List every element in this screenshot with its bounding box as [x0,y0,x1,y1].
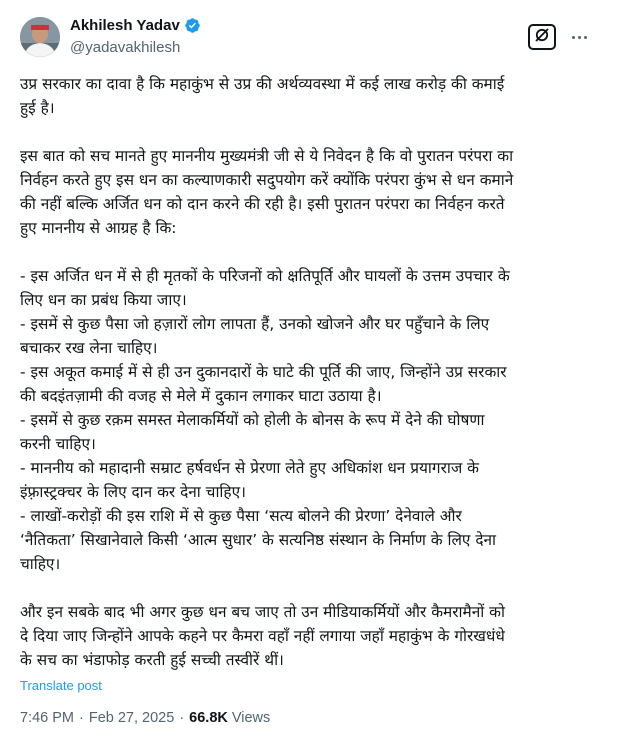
tweet-text-line: करनी चाहिए। [20,435,96,453]
tweet-text-line: ‘नैतिकता’ सिखानेवाले किसी ‘आत्म सुधार’ के सत्यनिष्ठ संस्थान के निर्माण के लिए देना [20,531,497,549]
meta-separator: · [179,710,185,726]
tweet-paragraph [20,144,595,240]
views-count: 66.8K [189,710,228,726]
tweet-text-line: चाहिए। [20,555,61,573]
post-date[interactable]: Feb 27, 2025 [88,710,175,726]
tweet-paragraph [20,600,595,672]
tweet-text-line: - इसमें से कुछ रक़म समस्त मेलाकर्मियों को होली के बोनस के रूप में देने की घोषणा [20,411,485,429]
tweet-text-line: के सच का भंडाफोड़ करती हुई सच्ची तस्वीरें थीं। [20,651,284,669]
post-meta [20,710,270,726]
tweet-text-line: हुई है। [20,99,55,117]
tweet-text-line: - इस अर्जित धन में से ही मृतकों के परिजनों को क्षतिपूर्ति और घायलों के उत्तम उपचार के [20,267,510,285]
more-options-button[interactable] [564,24,594,50]
tweet-text-line: इंफ़्रास्ट्रक्चर के लिए दान कर देना चाहिए। [20,483,246,501]
views-label: Views [231,710,271,726]
author-name-row [70,17,201,34]
post-time[interactable]: 7:46 PM [20,710,74,726]
tweet-text-line: लिए धन का प्रबंध किया जाए। [20,291,187,309]
tweet-text-line: हुए माननीय से आग्रह है कि: [20,219,177,237]
tweet-text-line: उप्र सरकार का दावा है कि महाकुंभ से उप्र की अर्थव्यवस्था में कई लाख करोड़ की कमाई [20,75,505,93]
tweet-text-line: - इसमें से कुछ पैसा जो हज़ारों लोग लापता हैं, उनको खोजने और घर पहुँचाने के लिए [20,315,490,333]
tweet-text-line: और इन सबके बाद भी अगर कुछ धन बच जाए तो उन मीडियाकर्मियों और कैमरामैनों को [20,603,505,621]
tweet-text-line: इस बात को सच मानते हुए माननीय मुख्यमंत्री जी से ये निवेदन है कि वो पुरातन परंपरा का [20,147,514,165]
translate-post-link[interactable]: Translate post [20,678,102,693]
tweet-text-line: - लाखों-करोड़ों की इस राशि में से कुछ पैसा ‘सत्य बोलने की प्रेरणा’ देनेवाले और [20,507,462,525]
more-options-dot [578,36,581,39]
tweet-text-line: की नहीं बल्कि अर्जित धन को दान करने की रही है। इसी पुरातन परंपरा का निर्वहन करते [20,195,505,213]
tweet-text [20,72,595,672]
more-options-dot [584,36,587,39]
tweet-text-line: - इस अकूत कमाई में से ही उन दुकानदारों के घाटे की पूर्ति की जाए, जिन्होंने उप्र सरकार [20,363,507,381]
tweet-text-line: की बदइंतज़ामी की वजह से मेले में दुकान लगाकर घाटा उठाया है। [20,387,382,405]
avatar[interactable] [20,17,60,57]
tweet-text-line: बचाकर रख लेना चाहिए। [20,339,158,357]
grok-button[interactable] [528,24,556,50]
author-display-name[interactable]: Akhilesh Yadav [70,17,180,34]
meta-separator: · [79,710,84,726]
tweet-text-line: दे दिया जाए जिन्होंने आपके कहने पर कैमरा वहाँ नहीं लगाया जहाँ महाकुंभ के गोरखधंधे [20,627,505,645]
grok-icon [534,27,550,47]
tweet-paragraph [20,72,595,120]
tweet-paragraph [20,264,595,576]
tweet-text-line: निर्वहन करते हुए इस धन का कल्याणकारी सदुपयोग करें क्योंकि परंपरा कुंभ से धन कमाने [20,171,514,189]
more-options-icon [572,36,575,39]
author-handle[interactable]: @yadavakhilesh [70,39,181,56]
tweet-text-line: - माननीय को महादानी सम्राट हर्षवर्धन से प्रेरणा लेते हुए अधिकांश धन प्रयागराज के [20,459,479,477]
verified-badge-icon [184,17,201,34]
